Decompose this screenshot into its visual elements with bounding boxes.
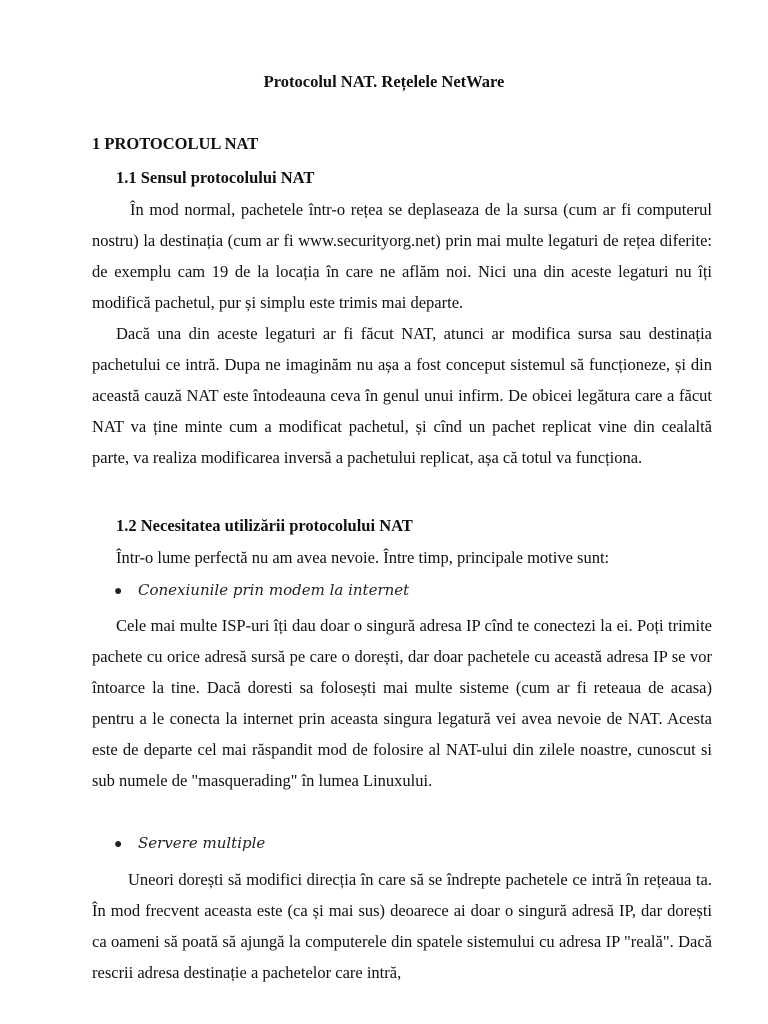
bullet-dot-icon: ● — [114, 584, 123, 599]
intro-line: Într-o lume perfectă nu am avea nevoie. Între timp, principale motive sunt: — [116, 548, 610, 567]
section-heading-1: 1 PROTOCOLUL NAT — [92, 134, 259, 153]
paragraph-2: Dacă una din aceste legaturi ar fi făcut NAT, atunci ar modifica sursa sau destinația pachetului ce intră. Dupa ne imaginăm nu așa a fost conceput sistemul să funcționeze, și din această cauză NAT este întodeauna ceva în genul unui infirm. De obicei legătura care a făcut NAT va ține minte cum a modificat pachetul, și cînd un pachet replicat vine din cealaltă parte, va realiza modificarea inversă a pachetului replicat, așa că totul va funcționa. — [92, 324, 712, 467]
bullet-text: Servere multiple — [138, 834, 266, 852]
paragraph-4: Uneori dorești să modifici direcția în care să se îndrepte pachetele ce intră în rețeaua ta. În mod frecvent aceasta este (ca și mai sus) deoarece ai doar o singură adresă IP, dar dorești ca oameni să poată să ajungă la computerele din spatele sistemului cu adresa IP "reală". Dacă rescrii adresa destinație a pachetelor care intră, — [92, 870, 712, 982]
paragraph-3: Cele mai multe ISP-uri îți dau doar o singură adresa IP cînd te conectezi la ei. Poți trimite pachete cu orice adresă sursă pe care o dorești, dar doar pachetele cu această adresa IP se vor întoarce la tine. Dacă doresti sa folosești mai multe sisteme (cum ar fi reteaua de acasa) pentru a le conecta la internet prin aceasta singura legatură vei avea nevoie de NAT. Acesta este de departe cel mai răspandit mod de folosire al NAT-ului din zilele noastre, cunoscut si sub numele de "masquerading" în lumea Linuxului. — [92, 616, 712, 790]
bullet-item-2 — [114, 834, 265, 853]
subsection-heading-1-2: 1.2 Necesitatea utilizării protocolului NAT — [116, 516, 413, 535]
bullet-item-1 — [114, 581, 409, 600]
subsection-heading-1-1: 1.1 Sensul protocolului NAT — [116, 168, 315, 187]
paragraph-1: În mod normal, pachetele într-o rețea se deplaseaza de la sursa (cum ar fi computerul nostru) la destinația (cum ar fi www.securityorg.net) prin mai multe legaturi de rețea diferite: de exemplu cam 19 de la locația în care ne aflăm noi. Nici una din aceste legaturi nu îți modifică pachetul, pur și simplu este trimis mai departe. — [92, 200, 712, 312]
bullet-dot-icon: ● — [114, 837, 123, 852]
document-title: Protocolul NAT. Rețelele NetWare — [263, 72, 505, 91]
bullet-text: Conexiunile prin modem la internet — [138, 581, 410, 599]
